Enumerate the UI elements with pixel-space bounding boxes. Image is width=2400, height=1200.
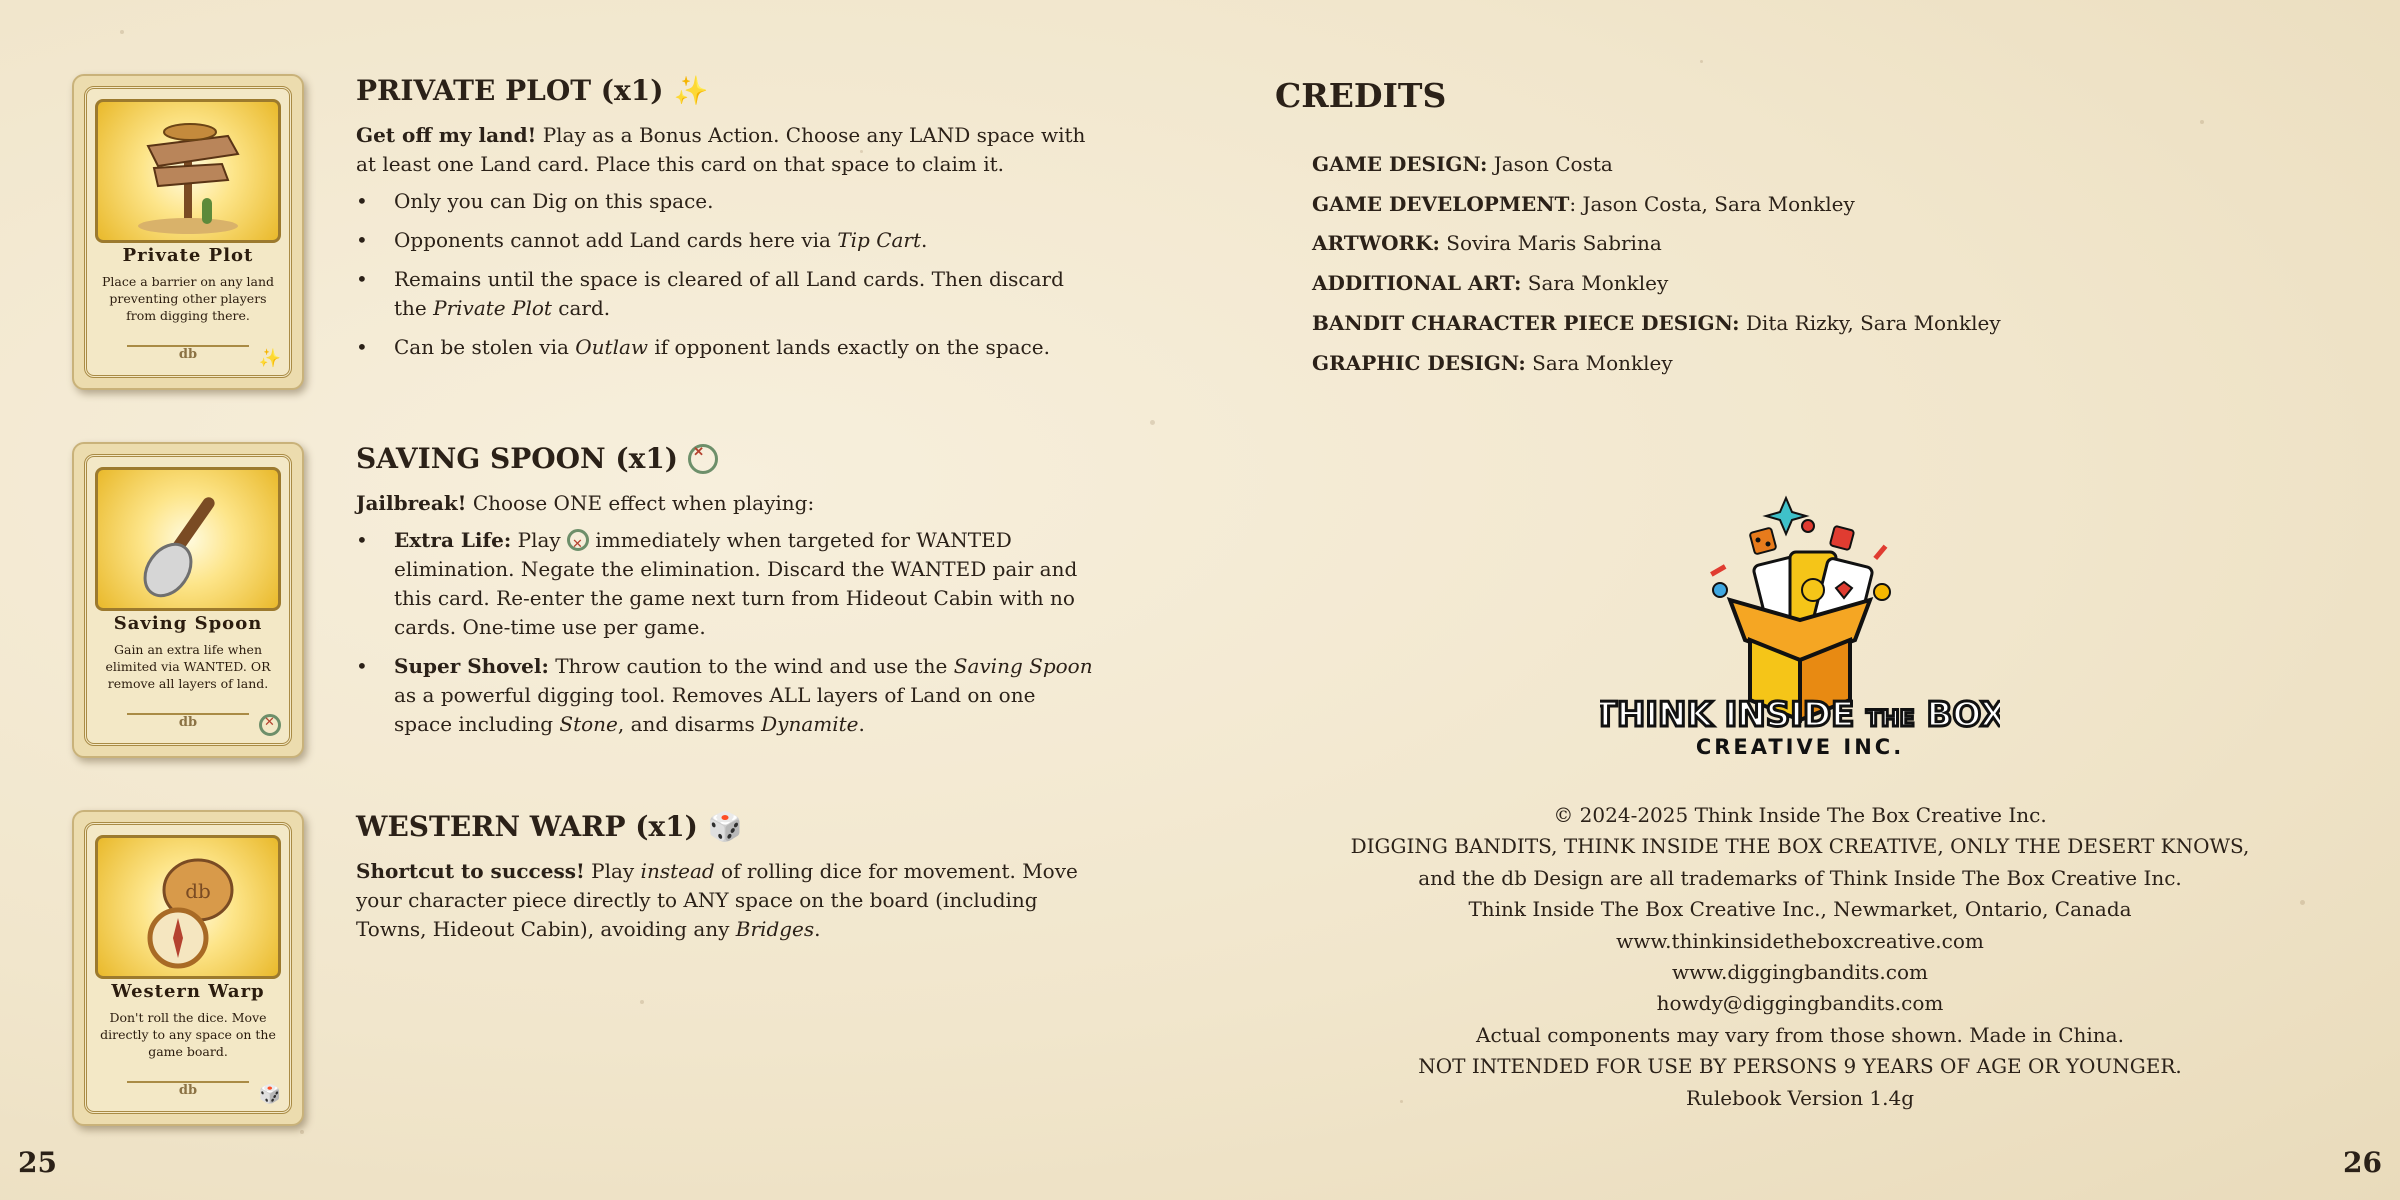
section-saving-spoon bbox=[356, 442, 1096, 749]
list-item: • Super Shovel: Throw caution to the wind and use the Saving Spoon as a powerful digging tool. Removes ALL layers of Land on one space including Stone, and disarms Dynamite. bbox=[356, 652, 1096, 739]
website-link[interactable]: www.diggingbandits.com bbox=[1672, 960, 1928, 985]
credits-title: CREDITS bbox=[1275, 76, 1447, 115]
list-item: • Remains until the space is cleared of all Land cards. Then discard the Private Plot card. bbox=[356, 265, 1096, 323]
card-title: Western Warp bbox=[111, 981, 265, 1002]
website-link[interactable]: www.thinkinsidetheboxcreative.com bbox=[1616, 928, 1984, 953]
page-number-right: 26 bbox=[2343, 1146, 2382, 1179]
rules-list bbox=[356, 526, 1096, 739]
section-intro: Shortcut to success! Play instead of rolling dice for movement. Move your character piece directly to ANY space on the board (including Towns, Hideout Cabin), avoiding any Bridges. bbox=[356, 859, 1078, 941]
spoon-token-icon bbox=[567, 529, 589, 551]
credit-line: BANDIT CHARACTER PIECE DESIGN: Dita Rizky, Sara Monkley bbox=[1312, 310, 2001, 335]
legal-line: DIGGING BANDITS, THINK INSIDE THE BOX CREATIVE, ONLY THE DESERT KNOWS, bbox=[1350, 834, 2250, 859]
logo-line2: CREATIVE INC. bbox=[1695, 735, 1905, 759]
card-description: Don't roll the dice. Move directly to any space on the game board. bbox=[100, 1010, 276, 1059]
spoon-illustration bbox=[95, 467, 281, 611]
legal-line: NOT INTENDED FOR USE BY PERSONS 9 YEARS OF AGE OR YOUNGER. bbox=[1418, 1054, 2182, 1079]
card-description: Place a barrier on any land preventing other players from digging there. bbox=[102, 274, 274, 323]
sparkle-icon: ✨ bbox=[258, 348, 281, 369]
legal-line: Actual components may vary from those shown. Made in China. bbox=[1476, 1022, 2124, 1047]
card-saving-spoon bbox=[72, 442, 304, 758]
section-title: PRIVATE PLOT (x1) ✨ bbox=[356, 73, 709, 107]
dice-icon: 🎲 bbox=[258, 1084, 281, 1105]
rules-list bbox=[356, 187, 1096, 362]
credit-line: GRAPHIC DESIGN: Sara Monkley bbox=[1312, 350, 1673, 375]
section-private-plot bbox=[356, 74, 1096, 372]
section-title: WESTERN WARP (x1) 🎲 bbox=[356, 809, 743, 843]
section-western-warp bbox=[356, 810, 1096, 952]
section-intro: Jailbreak! Choose ONE effect when playing: bbox=[356, 491, 815, 515]
credits-list bbox=[1312, 145, 2001, 383]
credit-line: ADDITIONAL ART: Sara Monkley bbox=[1312, 271, 1669, 296]
card-title: Saving Spoon bbox=[113, 613, 263, 634]
company-logo bbox=[1600, 490, 2000, 770]
version-line: Rulebook Version 1.4g bbox=[1685, 1085, 1915, 1110]
list-item: • Opponents cannot add Land cards here via Tip Cart. bbox=[356, 226, 1096, 255]
list-item: • Extra Life: Play ✕ immediately when targeted for WANTED elimination. Negate the elimination. Discard the WANTED pair and this card. Re-enter the game next turn from Hideout Cabin with no cards. One-time use per game. bbox=[356, 526, 1096, 642]
svg-text:db: db bbox=[185, 879, 211, 903]
legal-line: Think Inside The Box Creative Inc., Newmarket, Ontario, Canada bbox=[1468, 897, 2132, 922]
card-title: Private Plot bbox=[122, 245, 254, 266]
compass-illustration bbox=[95, 835, 281, 979]
signpost-illustration bbox=[95, 99, 281, 243]
legal-line: © 2024-2025 Think Inside The Box Creative Inc. bbox=[1553, 803, 2047, 827]
credit-line: GAME DESIGN: Jason Costa bbox=[1312, 152, 1613, 176]
db-logo-icon: db bbox=[127, 345, 249, 367]
card-private-plot bbox=[72, 74, 304, 390]
list-item: • Can be stolen via Outlaw if opponent lands exactly on the space. bbox=[356, 333, 1096, 362]
legal-line: and the db Design are all trademarks of Think Inside The Box Creative Inc. bbox=[1418, 865, 2182, 890]
section-intro: Get off my land! Play as a Bonus Action. Choose any LAND space with at least one Land card. Place this card on that space to claim it. bbox=[356, 123, 1086, 176]
email-link[interactable]: howdy@diggingbandits.com bbox=[1656, 991, 1944, 1016]
spoon-token-icon bbox=[688, 444, 718, 474]
page-number-left: 25 bbox=[18, 1146, 57, 1179]
legal-info bbox=[1300, 800, 2300, 1114]
list-item: • Only you can Dig on this space. bbox=[356, 187, 1096, 216]
sparkle-icon: ✨ bbox=[673, 73, 709, 107]
db-logo-icon: db bbox=[127, 1081, 249, 1103]
dice-icon: 🎲 bbox=[707, 809, 743, 843]
credit-line: GAME DEVELOPMENT: Jason Costa, Sara Monkley bbox=[1312, 191, 1855, 216]
logo-line1: THINK INSIDE THE BOX bbox=[1600, 695, 2000, 735]
section-title: SAVING SPOON (x1) ✕ bbox=[356, 442, 1096, 475]
card-description: Gain an extra life when elimited via WANTED. OR remove all layers of land. bbox=[105, 642, 271, 691]
credit-line: ARTWORK: Sovira Maris Sabrina bbox=[1312, 231, 1662, 256]
card-western-warp bbox=[72, 810, 304, 1126]
spoon-token-icon bbox=[259, 714, 281, 737]
db-logo-icon: db bbox=[127, 713, 249, 735]
